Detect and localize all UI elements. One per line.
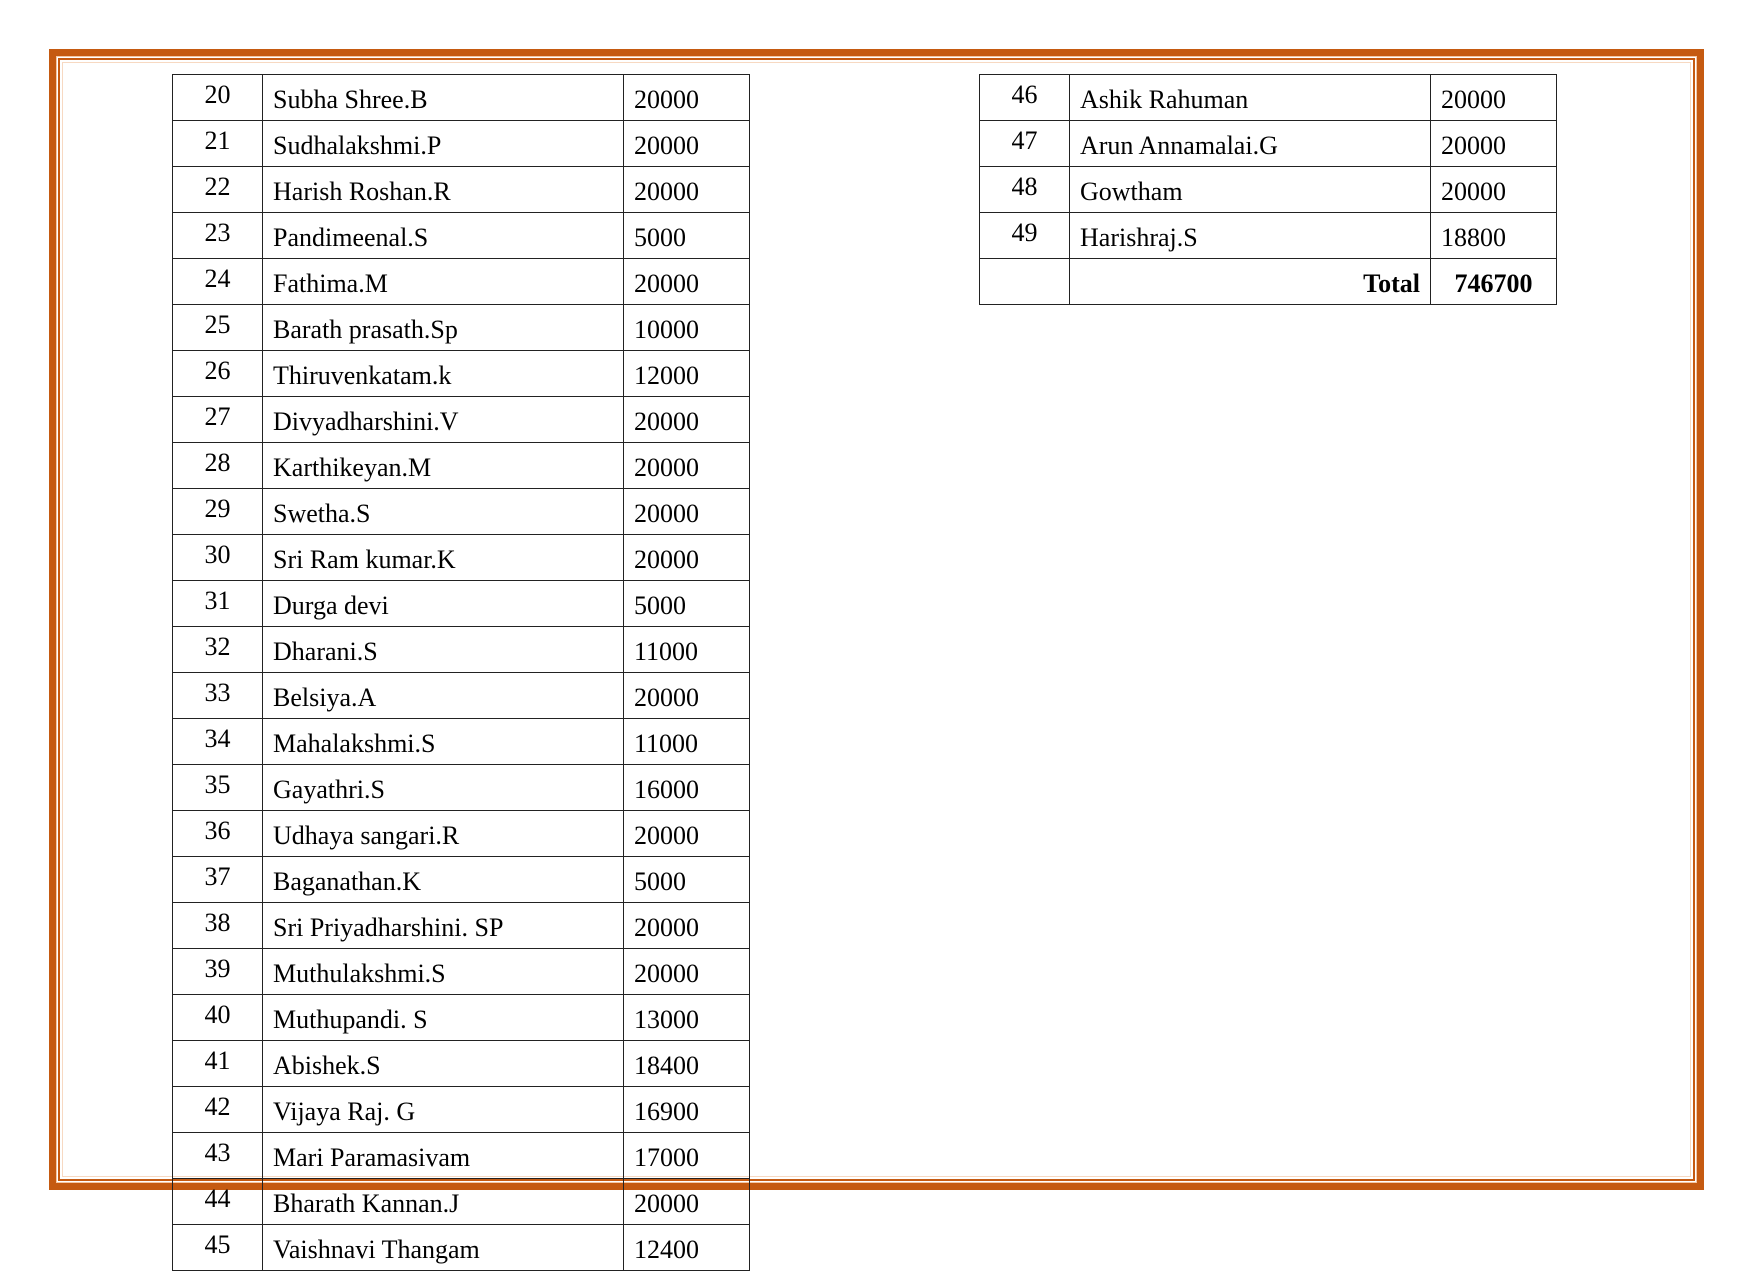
serial-number-cell: 47 — [980, 121, 1070, 167]
name-cell: Fathima.M — [263, 259, 624, 305]
name-cell: Dharani.S — [263, 627, 624, 673]
name-cell: Swetha.S — [263, 489, 624, 535]
table-row — [173, 213, 750, 259]
table-row — [980, 121, 1557, 167]
amount-cell: 20000 — [624, 949, 750, 995]
name-cell: Sri Priyadharshini. SP — [263, 903, 624, 949]
serial-number-cell: 32 — [173, 627, 263, 673]
table-row — [173, 1087, 750, 1133]
name-cell: Pandimeenal.S — [263, 213, 624, 259]
serial-number-cell: 34 — [173, 719, 263, 765]
table-row — [173, 719, 750, 765]
amount-cell: 10000 — [624, 305, 750, 351]
amount-cell: 20000 — [624, 121, 750, 167]
serial-number-cell: 23 — [173, 213, 263, 259]
table-row — [173, 351, 750, 397]
serial-number-cell: 48 — [980, 167, 1070, 213]
left-amount-table — [172, 74, 750, 1271]
amount-cell: 20000 — [1431, 75, 1557, 121]
name-cell: Gayathri.S — [263, 765, 624, 811]
table-row — [173, 1133, 750, 1179]
name-cell: Barath prasath.Sp — [263, 305, 624, 351]
name-cell: Sri Ram kumar.K — [263, 535, 624, 581]
serial-number-cell: 20 — [173, 75, 263, 121]
right-table-body — [980, 75, 1557, 259]
amount-cell: 20000 — [624, 397, 750, 443]
amount-cell: 18800 — [1431, 213, 1557, 259]
amount-cell: 20000 — [624, 443, 750, 489]
total-label: Total — [1070, 259, 1431, 305]
amount-cell: 13000 — [624, 995, 750, 1041]
serial-number-cell: 35 — [173, 765, 263, 811]
table-row — [173, 949, 750, 995]
name-cell: Harish Roshan.R — [263, 167, 624, 213]
serial-number-cell: 25 — [173, 305, 263, 351]
total-row — [980, 259, 1557, 305]
name-cell: Subha Shree.B — [263, 75, 624, 121]
name-cell: Muthulakshmi.S — [263, 949, 624, 995]
table-row — [173, 167, 750, 213]
amount-cell: 20000 — [624, 673, 750, 719]
serial-number-cell: 22 — [173, 167, 263, 213]
name-cell: Divyadharshini.V — [263, 397, 624, 443]
table-row — [173, 397, 750, 443]
table-row — [173, 121, 750, 167]
amount-cell: 5000 — [624, 213, 750, 259]
serial-number-cell: 37 — [173, 857, 263, 903]
serial-number-cell: 45 — [173, 1225, 263, 1271]
amount-cell: 20000 — [624, 489, 750, 535]
table-row — [173, 489, 750, 535]
name-cell: Bharath Kannan.J — [263, 1179, 624, 1225]
amount-cell: 20000 — [624, 259, 750, 305]
amount-cell: 20000 — [1431, 167, 1557, 213]
name-cell: Mahalakshmi.S — [263, 719, 624, 765]
table-row — [173, 1041, 750, 1087]
table-row — [173, 535, 750, 581]
table-row — [173, 1179, 750, 1225]
serial-number-cell: 26 — [173, 351, 263, 397]
name-cell: Muthupandi. S — [263, 995, 624, 1041]
name-cell: Ashik Rahuman — [1070, 75, 1431, 121]
serial-number-cell: 30 — [173, 535, 263, 581]
table-row — [173, 627, 750, 673]
name-cell: Vijaya Raj. G — [263, 1087, 624, 1133]
name-cell: Udhaya sangari.R — [263, 811, 624, 857]
amount-cell: 16900 — [624, 1087, 750, 1133]
serial-number-cell: 41 — [173, 1041, 263, 1087]
amount-cell: 16000 — [624, 765, 750, 811]
serial-number-cell: 24 — [173, 259, 263, 305]
serial-number-cell: 44 — [173, 1179, 263, 1225]
serial-number-cell: 21 — [173, 121, 263, 167]
amount-cell: 11000 — [624, 627, 750, 673]
serial-number-cell: 39 — [173, 949, 263, 995]
amount-cell: 11000 — [624, 719, 750, 765]
name-cell: Harishraj.S — [1070, 213, 1431, 259]
serial-number-cell: 29 — [173, 489, 263, 535]
name-cell: Baganathan.K — [263, 857, 624, 903]
name-cell: Arun Annamalai.G — [1070, 121, 1431, 167]
total-sno-cell — [980, 259, 1070, 305]
table-row — [173, 259, 750, 305]
table-row — [173, 811, 750, 857]
amount-cell: 12000 — [624, 351, 750, 397]
name-cell: Gowtham — [1070, 167, 1431, 213]
serial-number-cell: 27 — [173, 397, 263, 443]
table-row — [173, 903, 750, 949]
name-cell: Karthikeyan.M — [263, 443, 624, 489]
name-cell: Belsiya.A — [263, 673, 624, 719]
table-row — [173, 765, 750, 811]
table-row — [173, 305, 750, 351]
table-row — [173, 581, 750, 627]
table-row — [173, 673, 750, 719]
serial-number-cell: 33 — [173, 673, 263, 719]
amount-cell: 20000 — [624, 903, 750, 949]
table-row — [173, 1225, 750, 1271]
amount-cell: 20000 — [624, 535, 750, 581]
serial-number-cell: 43 — [173, 1133, 263, 1179]
serial-number-cell: 49 — [980, 213, 1070, 259]
name-cell: Abishek.S — [263, 1041, 624, 1087]
name-cell: Mari Paramasivam — [263, 1133, 624, 1179]
table-row — [173, 857, 750, 903]
name-cell: Vaishnavi Thangam — [263, 1225, 624, 1271]
serial-number-cell: 36 — [173, 811, 263, 857]
right-amount-table — [979, 74, 1557, 305]
left-table-body — [173, 75, 750, 1271]
table-row — [980, 167, 1557, 213]
amount-cell: 20000 — [624, 167, 750, 213]
serial-number-cell: 31 — [173, 581, 263, 627]
amount-cell: 18400 — [624, 1041, 750, 1087]
name-cell: Durga devi — [263, 581, 624, 627]
amount-cell: 20000 — [624, 75, 750, 121]
amount-cell: 20000 — [624, 1179, 750, 1225]
name-cell: Sudhalakshmi.P — [263, 121, 624, 167]
table-row — [173, 995, 750, 1041]
amount-cell: 5000 — [624, 581, 750, 627]
serial-number-cell: 46 — [980, 75, 1070, 121]
amount-cell: 20000 — [1431, 121, 1557, 167]
serial-number-cell: 38 — [173, 903, 263, 949]
amount-cell: 20000 — [624, 811, 750, 857]
name-cell: Thiruvenkatam.k — [263, 351, 624, 397]
table-row — [173, 443, 750, 489]
table-row — [980, 75, 1557, 121]
serial-number-cell: 28 — [173, 443, 263, 489]
serial-number-cell: 42 — [173, 1087, 263, 1133]
serial-number-cell: 40 — [173, 995, 263, 1041]
total-amount: 746700 — [1431, 259, 1557, 305]
table-row — [980, 213, 1557, 259]
amount-cell: 5000 — [624, 857, 750, 903]
amount-cell: 12400 — [624, 1225, 750, 1271]
table-row — [173, 75, 750, 121]
amount-cell: 17000 — [624, 1133, 750, 1179]
